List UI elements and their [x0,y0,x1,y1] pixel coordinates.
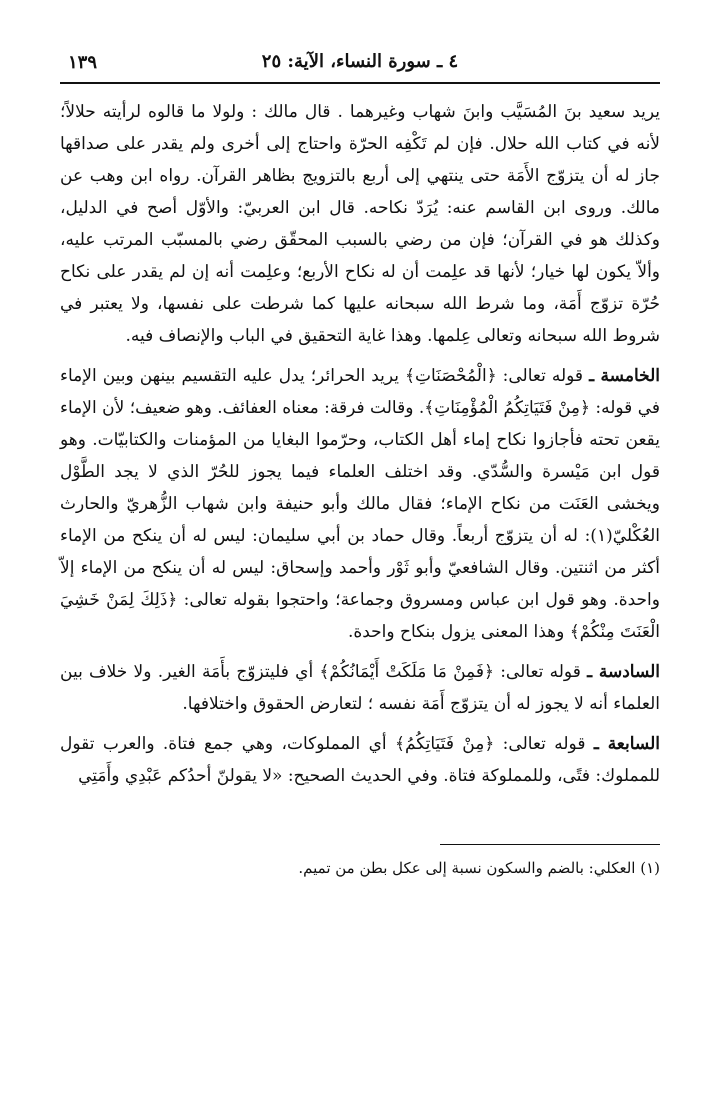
paragraph-seventh [60,728,660,792]
paragraph-fifth-text: قوله تعالى: ﴿الْمُحْصَنَاتِ﴾ يريد الحرائر؛ يدل عليه التقسيم بينهن وبين الإماء في قوله: ﴿مِنْ فَتَيَاتِكُمُ الْمُؤْمِنَاتِ﴾. وقالت فرقة: معناه العفائف. وهو ضعيف؛ لأن الإماء يقعن تحته فأجازوا نكاح إماء أهل الكتاب، وحرّموا البغايا من المؤمنات والكتابيّات. وهو قول ابن مَيْسرة والسُّدّي. وقد اختلف العلماء فيما يجوز للحُرّ الذي لا يجد الطَّوْل ويخشى العَنَت من نكاح الإماء؛ فقال مالك وأبو حنيفة وابن شهاب الزُّهريّ والحارث العُكْليّ(١): له أن يتزوّج أربعاً. وقال حماد بن أبي سليمان: ليس له أن ينكح من الإماء أكثر من اثنتين. وقال الشافعيّ وأبو ثَوْر وأحمد وإسحاق: ليس له أن ينكح من الإماء إلاّ واحدة. وهو قول ابن عباس ومسروق وجماعة؛ واحتجوا بقوله تعالى: ﴿ذَلِكَ لِمَنْ خَشِيَ الْعَنَتَ مِنْكُمْ﴾ وهذا المعنى يزول بنكاح واحدة. [60,366,660,642]
section-label-sixth: السادسة ـ [587,662,661,682]
paragraph-fifth [60,360,660,648]
main-text [60,84,660,881]
paragraph-seventh-text: قوله تعالى: ﴿مِنْ فَتَيَاتِكُمُ﴾ أي المملوكات، وهي جمع فتاة. والعرب تقول للمملوك: فتًى، وللمملوكة فتاة. وفي الحديث الصحيح: «لا يقولنّ أحدُكم عَبْدِي وأَمَتِي [60,734,660,786]
page-number: ١٣٩ [68,52,98,73]
footnote-divider [440,844,660,845]
paragraph-sixth-text: قوله تعالى: ﴿فَمِنْ مَا مَلَكَتْ أَيْمَانُكُمْ﴾ أي فليتزوّج بأَمَة الغير. ولا خلاف بين العلماء أنه لا يجوز له أن يتزوّج أَمَة نفسه ؛ لتعارض الحقوق واختلافها. [60,662,660,714]
paragraph-sixth [60,656,660,720]
document-page [60,40,660,1070]
footnote: (١) العكلي: بالضم والسكون نسبة إلى عكل بطن من تميم. [298,859,660,877]
page-header [60,40,660,84]
paragraph-intro: يريد سعيد بنَ المُسَيَّب وابنَ شهاب وغيرهما . قال مالك : ولولا ما قالوه لرأيته حلالاً؛ لأنه في كتاب الله حلال. فإن لم تَكْفِه الحرّة واحتاج إلى أخرى ولم يقدر على صداقها جاز له أن يتزوّج الأَمَة حتى ينتهي إلى أربع بالتزويج بظاهر القرآن. رواه ابن وهب عن مالك. وروى ابن القاسم عنه: يُرَدّ نكاحه. قال ابن العربيّ: والأوّل أصح في الدليل، وكذلك هو في القرآن؛ فإن من رضي بالسبب المحقّق رضي بالمسبّب المرتب عليه، وألاّ يكون لها خيار؛ لأنها قد علِمت أن له نكاح الأربع؛ وعلِمت أنه إن لم يقدر على نكاح حُرّة تزوّج أَمَة، وما شرط الله سبحانه عليها كما شرطت على نفسها، ولا يعتبر في شروط الله سبحانه وتعالى عِلمها. وهذا غاية التحقيق في الباب والإنصاف فيه. [60,102,660,346]
section-label-fifth: الخامسة ـ [589,366,660,386]
chapter-heading: ٤ ـ سورة النساء، الآية: ٢٥ [261,50,459,72]
section-label-seventh: السابعة ـ [593,734,660,754]
